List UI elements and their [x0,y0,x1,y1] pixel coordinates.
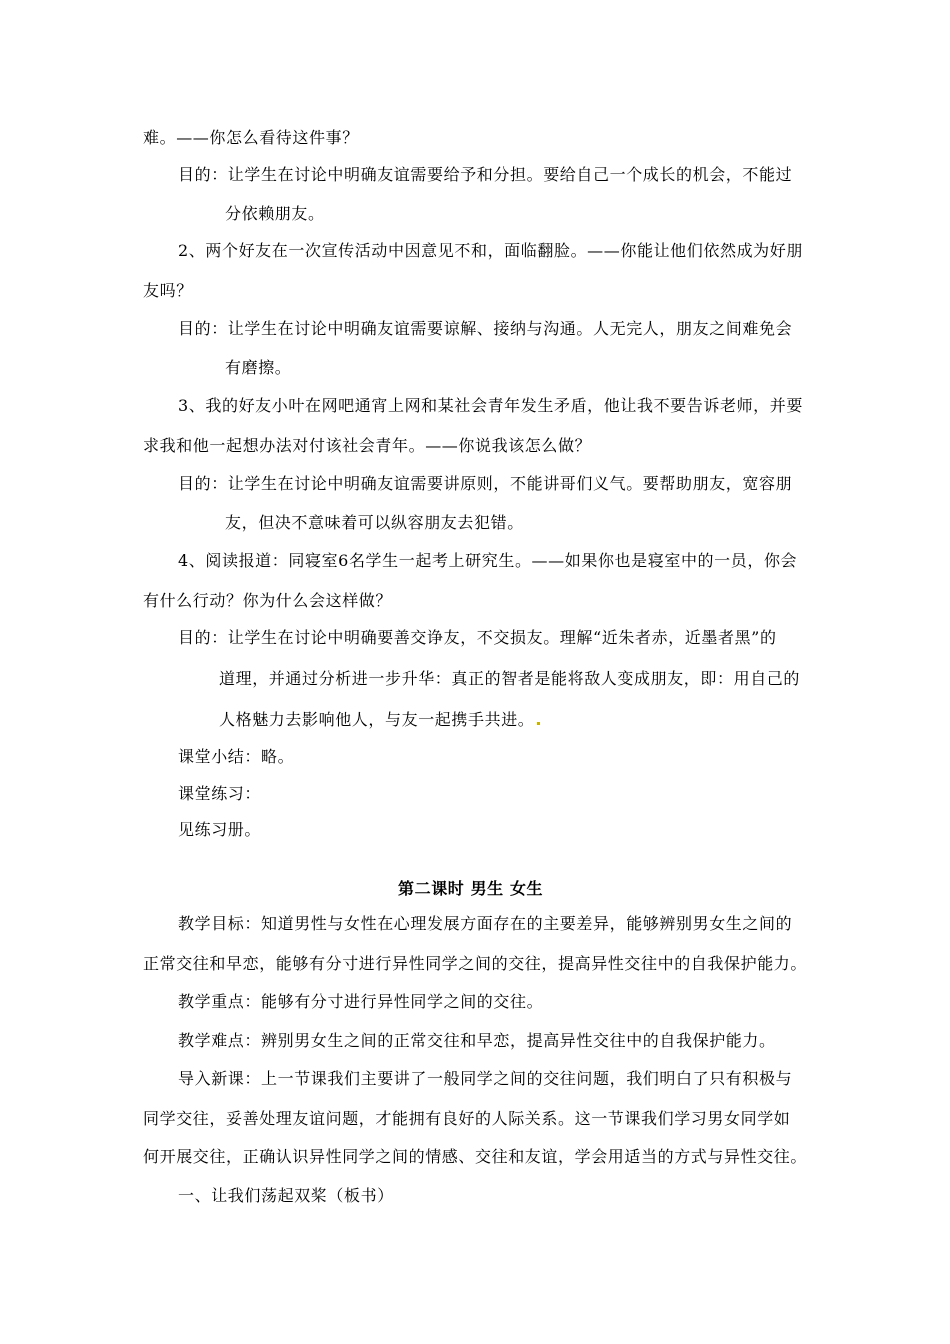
section-title: 第二课时 男生 女生 [398,879,544,898]
paragraph-line: 求我和他一起想办法对付该社会青年。——你说我该怎么做？ [143,436,592,455]
paragraph-line: 正常交往和早恋，能够有分寸进行异性同学之间的交往，提高异性交往中的自我保护能力。 [143,954,808,973]
paragraph-line: 目的：让学生在讨论中明确友谊需要谅解、接纳与沟通。人无完人，朋友之间难免会 [178,319,793,338]
paragraph-line: 难。——你怎么看待这件事？ [143,128,359,147]
paragraph-line: 道理，并通过分析进一步升华：真正的智者是能将敌人变成朋友，即：用自己的 [219,669,801,688]
paragraph-line: 目的：让学生在讨论中明确友谊需要给予和分担。要给自己一个成长的机会，不能过 [178,165,793,184]
paragraph-line [219,709,540,731]
paragraph-line: 友吗？ [143,281,193,300]
paragraph-text: 人格魅力去影响他人，与友一起携手共进。 [219,710,535,729]
paragraph-line: 何开展交往，正确认识异性同学之间的情感、交往和友谊，学会用适当的方式与异性交往。 [143,1147,808,1166]
paragraph-line: 教学难点：辨别男女生之间的正常交往和早恋，提高异性交往中的自我保护能力。 [178,1031,776,1050]
paragraph-line: 有磨擦。 [225,358,292,377]
paragraph-line: 3、我的好友小叶在网吧通宵上网和某社会青年发生矛盾，他让我不要告诉老师，并要 [178,396,803,415]
paragraph-line: 同学交往，妥善处理友谊问题，才能拥有良好的人际关系。这一节课我们学习男女同学如 [143,1109,791,1128]
paragraph-line: 有什么行动？你为什么会这样做？ [143,591,393,610]
paragraph-line: 分依赖朋友。 [225,204,325,223]
marker-dot [537,722,540,725]
paragraph-line: 导入新课：上一节课我们主要讲了一般同学之间的交往问题，我们明白了只有积极与 [178,1069,793,1088]
paragraph-line: 教学重点：能够有分寸进行异性同学之间的交往。 [178,992,544,1011]
paragraph-line: 一、让我们荡起双桨（板书） [178,1186,394,1205]
paragraph-line: 课堂小结：略。 [178,747,295,766]
paragraph-line: 教学目标：知道男性与女性在心理发展方面存在的主要差异，能够辨别男女生之间的 [178,914,793,933]
paragraph-line: 友，但决不意味着可以纵容朋友去犯错。 [225,513,524,532]
paragraph-line: 4、阅读报道：同寝室6名学生一起考上研究生。——如果你也是寝室中的一员，你会 [178,551,798,570]
paragraph-line: 见练习册。 [178,820,262,839]
paragraph-line: 目的：让学生在讨论中明确要善交诤友，不交损友。理解“近朱者赤，近墨者黑”的 [178,628,777,647]
paragraph-line: 课堂练习： [178,784,262,803]
paragraph-line: 2、两个好友在一次宣传活动中因意见不和，面临翻脸。——你能让他们依然成为好朋 [178,241,803,260]
paragraph-line: 目的：让学生在讨论中明确友谊需要讲原则，不能讲哥们义气。要帮助朋友，宽容朋 [178,474,793,493]
